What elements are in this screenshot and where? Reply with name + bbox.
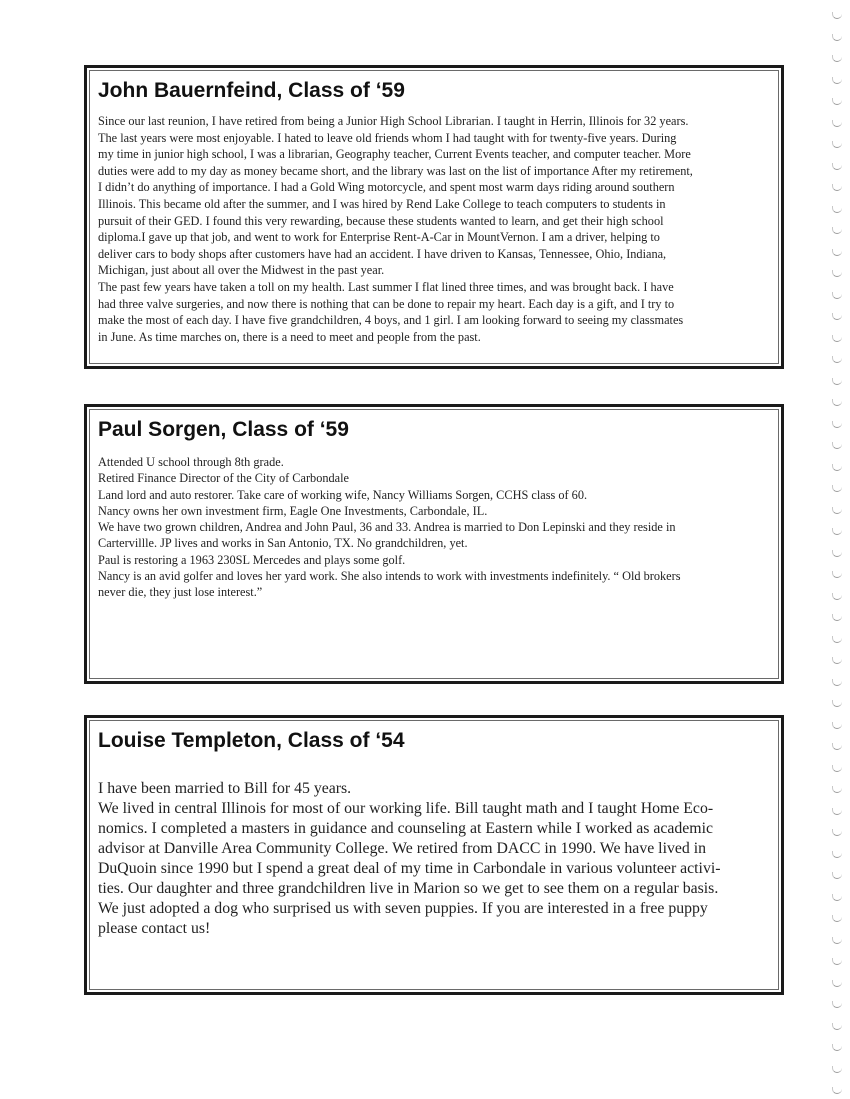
text-line: had three valve surgeries, and now there is nothing that can be done to repair my heart. Each day is a gift, and I try to xyxy=(98,296,675,311)
binding-mark xyxy=(832,894,842,901)
binding-mark xyxy=(832,614,842,621)
binding-mark xyxy=(832,120,842,127)
binding-mark xyxy=(832,765,842,772)
text-line: Land lord and auto restorer. Take care of working wife, Nancy Williams Sorgen, CCHS class of 60. xyxy=(98,487,588,502)
binding-mark xyxy=(832,421,842,428)
binding-mark xyxy=(832,1044,842,1051)
text-line: I didn’t do anything of importance. I had a Gold Wing motorcycle, and spent most warm days riding around southern xyxy=(98,180,675,195)
text-line: Attended U school through 8th grade. xyxy=(98,455,284,469)
binding-mark xyxy=(832,743,842,750)
text-line: Paul is restoring a 1963 230SL Mercedes and plays some golf. xyxy=(98,552,406,567)
text-line: We have two grown children, Andrea and John Paul, 36 and 33. Andrea is married to Don Lepinski and they reside in xyxy=(98,520,676,535)
binding-mark xyxy=(832,636,842,643)
text-line: Cartervillle. JP lives and works in San Antonio, TX. No grandchildren, yet. xyxy=(98,536,468,551)
binding-mark xyxy=(832,808,842,815)
text-line: I have been married to Bill for 45 years. xyxy=(98,780,352,797)
entry-heading: Louise Templeton, Class of ‘54 xyxy=(98,729,405,752)
binding-mark xyxy=(832,507,842,514)
text-line: Michigan, just about all over the Midwest in the past year. xyxy=(98,263,385,278)
text-line: duties were add to my day as money became short, and the library was last on the list of importance After my retirement, xyxy=(98,163,693,178)
binding-mark xyxy=(832,593,842,600)
binding-mark xyxy=(832,700,842,707)
text-line: deliver cars to body shops after customers have had an accident. I have driven to Kansas, Tennessee, Ohio, Indiana, xyxy=(98,246,667,261)
binding-mark xyxy=(832,270,842,277)
binding-mark xyxy=(832,12,842,19)
binding-mark xyxy=(832,786,842,793)
binding-mark xyxy=(832,679,842,686)
binding-mark xyxy=(832,958,842,965)
binding-mark xyxy=(832,722,842,729)
text-line: Nancy owns her own investment firm, Eagle One Investments, Carbondale, IL. xyxy=(98,503,488,518)
text-line: Since our last reunion, I have retired from being a Junior High School Librarian. I taught in Herrin, Illinois for 32 years. xyxy=(98,114,689,128)
binding-mark xyxy=(832,872,842,879)
binding-mark xyxy=(832,206,842,213)
binding-mark xyxy=(832,1087,842,1094)
spiral-binding-edge xyxy=(828,0,842,1099)
binding-mark xyxy=(832,485,842,492)
text-line: We lived in central Illinois for most of our working life. Bill taught math and I taught Home Eco- xyxy=(98,800,714,817)
binding-mark xyxy=(832,184,842,191)
binding-mark xyxy=(832,571,842,578)
binding-mark xyxy=(832,399,842,406)
binding-mark xyxy=(832,937,842,944)
binding-mark xyxy=(832,227,842,234)
text-line: The past few years have taken a toll on my health. Last summer I flat lined three times, and was brought back. I have xyxy=(98,279,674,294)
text-line: advisor at Danville Area Community College. We retired from DACC in 1990. We have lived in xyxy=(98,840,707,857)
binding-mark xyxy=(832,528,842,535)
binding-mark xyxy=(832,550,842,557)
binding-mark xyxy=(832,163,842,170)
text-line: Retired Finance Director of the City of Carbondale xyxy=(98,471,349,486)
text-line: Illinois. This became old after the summer, and I was hired by Rend Lake College to teach computers to students in xyxy=(98,196,666,211)
binding-mark xyxy=(832,77,842,84)
entry-text xyxy=(98,113,770,345)
binding-mark xyxy=(832,335,842,342)
binding-mark xyxy=(832,980,842,987)
text-line: make the most of each day. I have five grandchildren, 4 boys, and 1 girl. I am looking forward to seeing my classmates xyxy=(98,313,684,328)
binding-mark xyxy=(832,657,842,664)
text-line: We just adopted a dog who surprised us with seven puppies. If you are interested in a free puppy xyxy=(98,900,708,917)
entry-sorgen xyxy=(84,404,784,684)
binding-mark xyxy=(832,915,842,922)
text-line: Nancy is an avid golfer and loves her yard work. She also intends to work with investments indefinitely. “ Old brokers xyxy=(98,569,681,584)
binding-mark xyxy=(832,292,842,299)
binding-mark xyxy=(832,378,842,385)
binding-mark xyxy=(832,829,842,836)
entry-bauernfeind xyxy=(84,65,784,369)
binding-mark xyxy=(832,313,842,320)
text-line: pursuit of their GED. I found this very rewarding, because these students wanted to learn, and get their high school xyxy=(98,213,664,228)
binding-mark xyxy=(832,1023,842,1030)
binding-mark xyxy=(832,464,842,471)
binding-mark xyxy=(832,442,842,449)
entry-heading: John Bauernfeind, Class of ‘59 xyxy=(98,79,405,102)
binding-mark xyxy=(832,98,842,105)
entry-heading: Paul Sorgen, Class of ‘59 xyxy=(98,418,349,441)
text-line: my time in junior high school, I was a librarian, Geography teacher, Current Events teacher, and computer teacher. More xyxy=(98,147,691,162)
text-line: The last years were most enjoyable. I hated to leave old friends whom I had taught with for twenty-five years. During xyxy=(98,130,677,145)
binding-mark xyxy=(832,851,842,858)
binding-mark xyxy=(832,141,842,148)
text-line: never die, they just lose interest.” xyxy=(98,585,263,600)
binding-mark xyxy=(832,55,842,62)
text-line: DuQuoin since 1990 but I spend a great deal of my time in Carbondale in various volunteer activi- xyxy=(98,860,721,877)
binding-mark xyxy=(832,356,842,363)
binding-mark xyxy=(832,1001,842,1008)
binding-mark xyxy=(832,34,842,41)
text-line: diploma.I gave up that job, and went to work for Enterprise Rent-A-Car in MountVernon. I am a driver, helping to xyxy=(98,230,660,245)
binding-mark xyxy=(832,1066,842,1073)
text-line: ties. Our daughter and three grandchildren live in Marion so we get to see them on a regular basis. xyxy=(98,880,719,897)
entry-text xyxy=(98,779,770,939)
text-line: please contact us! xyxy=(98,920,211,937)
entry-templeton xyxy=(84,715,784,995)
text-line: in June. As time marches on, there is a need to meet and people from the past. xyxy=(98,329,481,344)
binding-mark xyxy=(832,249,842,256)
entry-text xyxy=(98,454,770,601)
text-line: nomics. I completed a masters in guidance and counseling at Eastern while I worked as academic xyxy=(98,820,713,837)
